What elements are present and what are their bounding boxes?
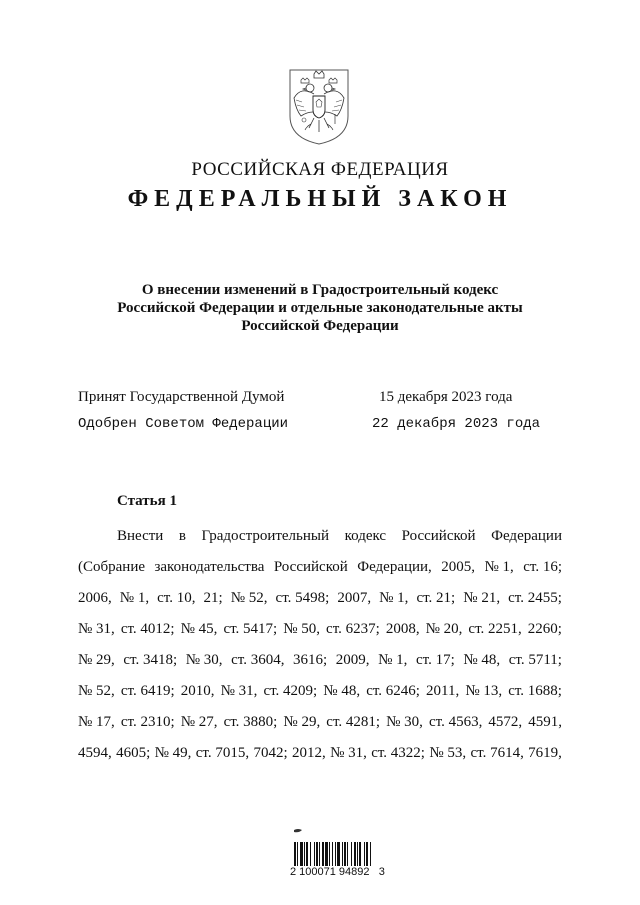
article-word: кодекс (344, 528, 387, 544)
article-word: № 29, (283, 714, 321, 730)
council-approval-label: Одобрен Советом Федерации (78, 416, 289, 432)
article-word: № 20, (425, 621, 463, 637)
barcode-check-digit: 3 (378, 866, 385, 878)
law-title (0, 281, 640, 335)
barcode-bar (300, 842, 303, 866)
article-word: ст. 4563, (428, 714, 483, 730)
article-word: № 21, (463, 590, 501, 606)
article-word: № 49, (154, 745, 192, 761)
article-word: № 13, (465, 683, 503, 699)
barcode-bar (344, 842, 346, 866)
law-title-line: Российской Федерации (241, 318, 399, 334)
article-word: 2007, (337, 590, 372, 606)
barcode-bar (316, 842, 318, 866)
article-word: ст. 4281; (326, 714, 381, 730)
article-body-line (78, 556, 562, 587)
law-type-heading: ФЕДЕРАЛЬНЫЙ ЗАКОН (127, 186, 513, 212)
article-word: ст. 17; (416, 652, 455, 668)
article-word: ст. 5711; (508, 652, 562, 668)
article-word: № 30, (185, 652, 223, 668)
article-word: законодательства (154, 559, 265, 575)
barcode-bar (342, 842, 343, 866)
article-word: ст. 2455; (508, 590, 562, 606)
barcode-bar (304, 842, 305, 866)
barcode-bar (310, 842, 311, 866)
article-word: № 27, (180, 714, 218, 730)
article-word: 3616; (293, 652, 328, 668)
article-body-line (78, 587, 562, 618)
article-word: ст. 21; (416, 590, 456, 606)
article-word: № 48, (463, 652, 501, 668)
article-word: № 31, (220, 683, 258, 699)
article-word: № 48, (323, 683, 361, 699)
article-word: ст. 6419; (120, 683, 175, 699)
article-word: (Собрание (78, 559, 146, 575)
article-word: ст. 3418; (123, 652, 178, 668)
article-word: 2010, (180, 683, 215, 699)
article-word: 4594, (78, 745, 112, 761)
article-heading: Статья 1 (117, 493, 177, 509)
article-word: ст. 3604, (231, 652, 285, 668)
barcode-bar (329, 842, 330, 866)
article-word: 21; (203, 590, 223, 606)
article-word: 2008, (385, 621, 420, 637)
barcode-bar (354, 842, 356, 866)
article-body-line (78, 711, 562, 742)
law-title-line: Российской Федерации и отдельные законодательные акты (117, 300, 523, 316)
barcode-bar (325, 842, 328, 866)
article-word: № 31, (330, 745, 367, 761)
article-word: ст. 2251, (468, 621, 522, 637)
barcode-bar (347, 842, 348, 866)
article-word: № 50, (283, 621, 321, 637)
article-word: ст. 7015, (195, 745, 250, 761)
article-word: № 31, (78, 621, 115, 637)
article-word: ст. 2310; (120, 714, 175, 730)
article-word: Федерации, (357, 559, 432, 575)
barcode-bar (332, 842, 333, 866)
barcode-bar (364, 842, 365, 866)
barcode-bar (366, 842, 368, 866)
barcode-number (290, 866, 385, 878)
coat-of-arms-emblem-icon (287, 68, 351, 146)
article-word: ст. 7614, (470, 745, 524, 761)
barcode-bar (337, 842, 340, 866)
article-word: № 29, (78, 652, 115, 668)
article-body-line (78, 525, 562, 556)
article-word: 7042; (253, 745, 288, 761)
article-body (78, 525, 562, 773)
article-word: 4605; (116, 745, 151, 761)
article-word: № 53, (429, 745, 467, 761)
article-word: ст. 6237; (326, 621, 380, 637)
article-word: 4591, (528, 714, 562, 730)
article-word: № 45, (180, 621, 218, 637)
article-body-line (78, 618, 562, 649)
article-word: ст. 4322; (371, 745, 425, 761)
article-word: № 1, (378, 652, 408, 668)
article-word: 2011, (426, 683, 460, 699)
article-word: ст. 6246; (366, 683, 420, 699)
barcode-bar (351, 842, 352, 866)
article-word: № 52, (230, 590, 268, 606)
barcode-bar (314, 842, 315, 866)
article-word: Градостроительный (201, 528, 330, 544)
article-word: № 1, (484, 559, 514, 575)
law-title-line: О внесении изменений в Градостроительный кодекс (141, 282, 499, 298)
barcode-bar (306, 842, 308, 866)
article-word: № 30, (386, 714, 423, 730)
council-approval-date: 22 декабря 2023 года (372, 416, 541, 432)
article-word: Российской (401, 528, 476, 544)
article-word: № 1, (119, 590, 150, 606)
article-word: 2260; (527, 621, 562, 637)
duma-adoption-label: Принят Государственной Думой (78, 389, 285, 405)
article-body-line (78, 680, 562, 711)
barcode-bar (370, 842, 371, 866)
article-word: 2009, (335, 652, 370, 668)
article-word: Внести (117, 528, 164, 544)
article-word: № 17, (78, 714, 115, 730)
article-word: ст. 5417; (223, 621, 278, 637)
article-word: в (178, 528, 186, 544)
barcode-bar (335, 842, 336, 866)
article-word: ст. 4012; (120, 621, 175, 637)
article-body-line (78, 742, 562, 773)
barcode-bar (357, 842, 358, 866)
article-word: 2005, (441, 559, 476, 575)
country-heading: РОССИЙСКАЯ ФЕДЕРАЦИЯ (191, 159, 449, 180)
article-body-line (78, 649, 562, 680)
barcode-bar (297, 842, 298, 866)
article-word: ст. 16; (523, 559, 562, 575)
barcode-bar (294, 842, 296, 866)
barcode-bar (319, 842, 320, 866)
article-word: № 1, (379, 590, 409, 606)
barcode-bar (359, 842, 361, 866)
article-word: 4572, (488, 714, 523, 730)
article-word: 2006, (78, 590, 112, 606)
article-word: Российской (273, 559, 348, 575)
article-word: ст. 10, (157, 590, 196, 606)
barcode-bar (322, 842, 324, 866)
article-word: ст. 3880; (223, 714, 278, 730)
article-word: № 52, (78, 683, 115, 699)
article-word: 7619, (528, 745, 562, 761)
duma-adoption-date: 15 декабря 2023 года (379, 389, 513, 405)
article-word: ст. 1688; (508, 683, 562, 699)
article-word: ст. 4209; (263, 683, 318, 699)
article-word: ст. 5498; (275, 590, 330, 606)
article-word: 2012, (291, 745, 326, 761)
barcode-digits: 2 100071 94892 (290, 866, 370, 878)
article-word: Федерации (491, 528, 562, 544)
